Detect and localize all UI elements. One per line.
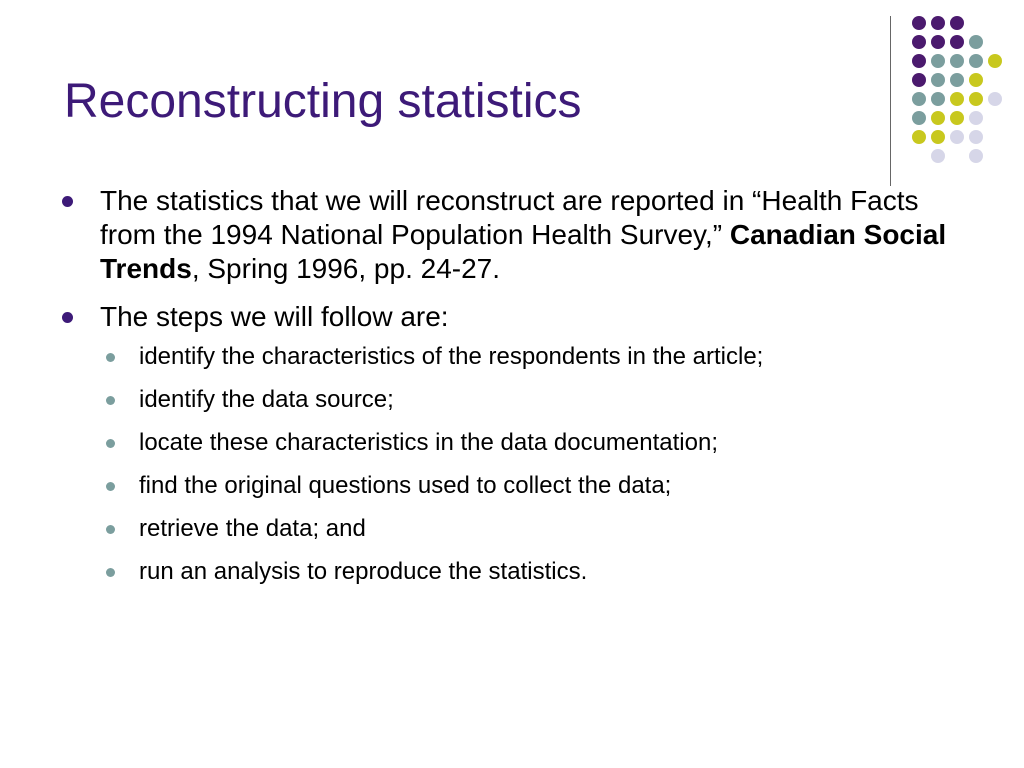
bullet-item: [62, 300, 982, 334]
slide-body: [62, 184, 982, 600]
decor-dot: [969, 149, 983, 163]
bullet-text-source-tail: , Spring 1996, pp. 24-27.: [191, 253, 501, 284]
decor-dot: [931, 16, 945, 30]
step-item: [62, 514, 982, 543]
publication-title: Canadian Social Trends: [100, 219, 947, 284]
decor-dot: [912, 16, 926, 30]
step-text: retrieve the data; and: [139, 515, 366, 542]
sub-bullet-icon: [106, 353, 115, 362]
decor-dot: [912, 111, 926, 125]
decor-dot: [931, 111, 945, 125]
step-text: identify the characteristics of the respondents in the article;: [139, 343, 764, 370]
decor-dot: [912, 35, 926, 49]
step-item: [62, 385, 982, 414]
sub-bullet-icon: [106, 568, 115, 577]
step-item: [62, 342, 982, 371]
decor-dot: [988, 92, 1002, 106]
decor-dot: [969, 73, 983, 87]
decor-dot: [950, 92, 964, 106]
sub-bullet-icon: [106, 396, 115, 405]
decor-dot: [969, 54, 983, 68]
bullet-item: [62, 184, 982, 286]
decor-dot: [969, 130, 983, 144]
decor-dot: [950, 111, 964, 125]
bullet-text-source: The statistics that we will reconstruct are reported in “Health Facts from the 1994 National Population Health Survey,”: [100, 185, 919, 250]
decor-dot: [950, 54, 964, 68]
bullet-icon: [62, 312, 73, 323]
decor-dot: [912, 54, 926, 68]
step-text: locate these characteristics in the data documentation;: [139, 429, 718, 456]
decor-dot: [912, 73, 926, 87]
title-divider-line: [890, 16, 891, 186]
sub-bullet-icon: [106, 525, 115, 534]
decor-dot: [988, 54, 1002, 68]
decor-dot: [931, 54, 945, 68]
sub-bullet-icon: [106, 482, 115, 491]
decor-dot: [931, 149, 945, 163]
decor-dot: [950, 130, 964, 144]
step-item: [62, 557, 982, 586]
step-text: find the original questions used to collect the data;: [139, 472, 672, 499]
decor-dot: [931, 130, 945, 144]
decor-dot: [931, 92, 945, 106]
decor-dot: [931, 35, 945, 49]
sub-bullet-icon: [106, 439, 115, 448]
decor-dot: [912, 92, 926, 106]
decor-dot: [950, 16, 964, 30]
step-text: run an analysis to reproduce the statistics.: [139, 558, 588, 585]
decor-dot: [969, 111, 983, 125]
decor-dot: [931, 73, 945, 87]
slide-title: Reconstructing statistics: [64, 75, 582, 128]
decor-dot: [969, 35, 983, 49]
decor-dot: [950, 73, 964, 87]
step-text: identify the data source;: [139, 386, 394, 413]
step-item: [62, 428, 982, 457]
decor-dot: [912, 130, 926, 144]
decor-dot: [950, 35, 964, 49]
bullet-text-steps-intro: The steps we will follow are:: [100, 301, 449, 332]
bullet-icon: [62, 196, 73, 207]
decor-dot: [969, 92, 983, 106]
step-item: [62, 471, 982, 500]
